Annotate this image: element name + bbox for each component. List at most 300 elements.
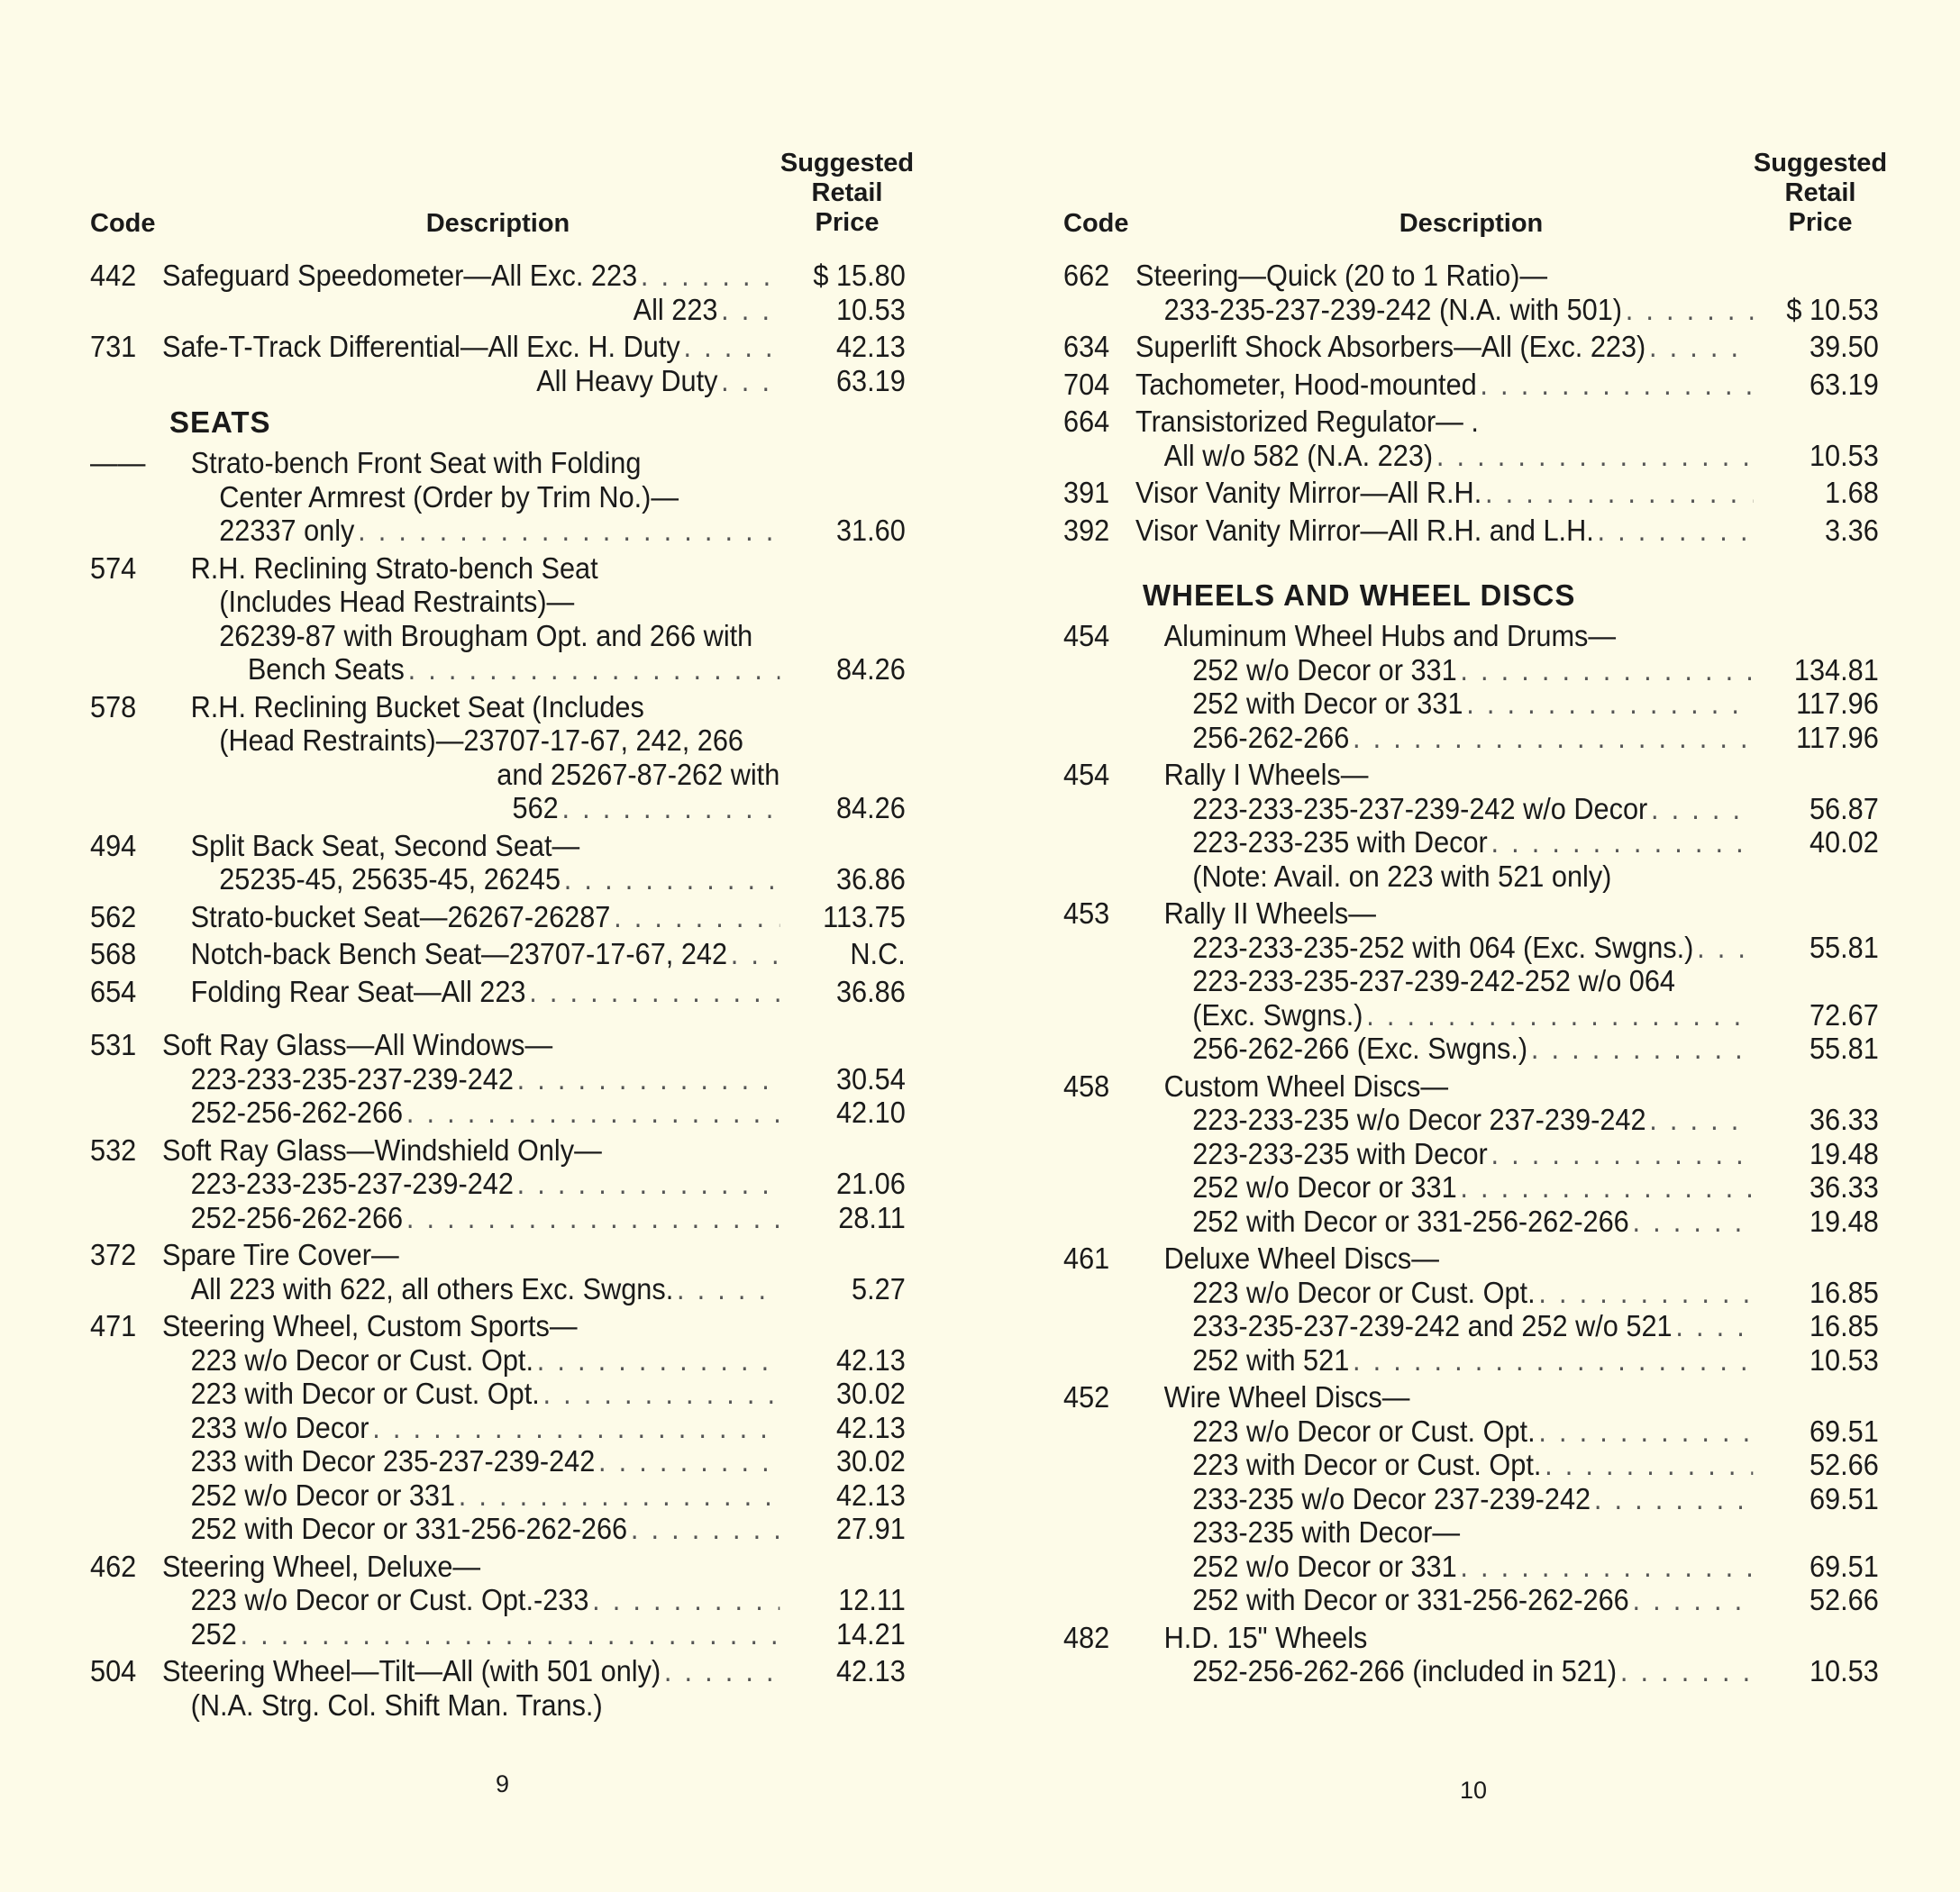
description-text: 223 w/o Decor or Cust. Opt. [1192, 1414, 1536, 1448]
table-row [90, 1096, 906, 1130]
option-price: 19.48 [1809, 1136, 1879, 1170]
description-text: Visor Vanity Mirror—All R.H. [1135, 476, 1482, 509]
option-description [162, 1411, 779, 1445]
description-text: R.H. Reclining Strato-bench Seat [190, 550, 598, 585]
dot-leader [664, 1654, 779, 1688]
option-code: 574 [90, 550, 137, 585]
description-text: Bench Seats [247, 652, 405, 686]
table-row [1063, 1448, 1879, 1482]
option-price: 42.13 [835, 1478, 906, 1512]
description-text: Steering Wheel, Deluxe— [161, 1549, 481, 1583]
description-text: Strato-bucket Seat—26267-26287 [190, 899, 611, 933]
option-price: 10.53 [1809, 1342, 1879, 1377]
description-text: 252 w/o Decor or 331 [1192, 652, 1457, 687]
dot-leader [1353, 1343, 1753, 1378]
option-description [162, 1444, 779, 1478]
option-price: 5.27 [852, 1271, 906, 1305]
table-row [90, 1583, 906, 1617]
table-row [90, 514, 906, 548]
price-column-header: Suggested Retail Price [1753, 149, 1888, 237]
table-row [90, 1478, 906, 1513]
dot-leader [631, 1512, 779, 1546]
dot-leader [1632, 1205, 1753, 1239]
option-description [1135, 619, 1753, 653]
dot-leader [543, 1377, 780, 1411]
table-row [90, 1062, 906, 1096]
option-code: 731 [90, 330, 137, 363]
table-row [1063, 1343, 1879, 1378]
table-row [1063, 998, 1879, 1032]
price-entry [90, 1309, 906, 1546]
description-text: Soft Ray Glass—All Windows— [161, 1028, 553, 1061]
description-text: 233-235 w/o Decor 237-239-242 [1192, 1481, 1591, 1515]
option-code: 578 [90, 689, 137, 723]
table-row [90, 652, 906, 687]
description-text: 223-233-235-237-239-242 w/o Decor [1192, 791, 1648, 825]
option-code: 634 [1063, 330, 1110, 363]
option-code: 452 [1063, 1380, 1110, 1414]
dot-leader [529, 975, 779, 1009]
option-code: 454 [1063, 619, 1110, 652]
price-entry [1063, 1621, 1879, 1688]
table-row [1063, 1276, 1879, 1310]
table-row [1063, 405, 1879, 439]
option-description [1135, 1515, 1753, 1550]
dot-leader [1649, 330, 1753, 364]
price-entry [90, 1654, 906, 1722]
option-code: 462 [90, 1549, 137, 1583]
option-code: 568 [90, 937, 137, 970]
option-description [1135, 368, 1753, 402]
description-text: Steering—Quick (20 to 1 Ratio)— [1135, 259, 1548, 292]
option-description [162, 1654, 779, 1688]
option-description [1135, 792, 1753, 826]
option-price: 42.13 [835, 330, 906, 363]
description-text: All w/o 582 (N.A. 223) [1163, 438, 1434, 472]
dot-leader [1436, 439, 1753, 473]
dot-leader [1491, 1137, 1754, 1171]
option-description [162, 1512, 779, 1546]
option-price: $ 10.53 [1786, 292, 1879, 326]
option-code: 453 [1063, 896, 1110, 930]
table-row [1063, 825, 1879, 860]
table-row [90, 829, 906, 863]
description-text: Deluxe Wheel Discs— [1163, 1242, 1439, 1275]
option-description [162, 791, 779, 825]
description-text: Custom Wheel Discs— [1163, 1069, 1449, 1103]
option-description [1135, 259, 1753, 293]
price-entry [90, 900, 906, 934]
table-row [90, 1377, 906, 1411]
dot-leader [1651, 792, 1753, 826]
description-text: Split Back Seat, Second Seat— [190, 828, 580, 862]
price-entry [90, 1550, 906, 1651]
table-row [1063, 1550, 1879, 1584]
option-description [1135, 1550, 1753, 1584]
table-row [90, 1201, 906, 1235]
table-row [90, 791, 906, 825]
option-description [1135, 405, 1753, 439]
description-text: Spare Tire Cover— [161, 1238, 399, 1271]
code-column-header: Code [1063, 209, 1129, 238]
description-text: Center Armrest (Order by Trim No.)— [219, 479, 679, 514]
description-text: 233-235-237-239-242 (N.A. with 501) [1163, 292, 1623, 326]
table-row [90, 551, 906, 586]
table-row [90, 293, 906, 327]
option-price: 28.11 [838, 1200, 906, 1234]
table-row [1063, 293, 1879, 327]
dot-leader [1598, 514, 1754, 548]
option-price: 16.85 [1809, 1309, 1879, 1342]
dot-leader [1460, 1170, 1753, 1205]
price-entry [90, 551, 906, 687]
description-text: Notch-back Bench Seat—23707-17-67, 242 [190, 937, 728, 970]
description-text: (Includes Head Restraints)— [219, 585, 575, 618]
option-description [162, 1062, 779, 1096]
description-text: Safe-T-Track Differential—All Exc. H. Duty [161, 330, 680, 363]
option-description [1135, 998, 1753, 1032]
dot-leader [614, 900, 779, 934]
option-price: 84.26 [835, 652, 906, 686]
option-description [162, 900, 779, 934]
option-description [1135, 1103, 1753, 1137]
option-description [1135, 931, 1753, 965]
table-row [90, 619, 906, 653]
option-description [162, 293, 779, 327]
option-description [162, 723, 779, 758]
dot-leader [1545, 1448, 1753, 1482]
option-price: 36.86 [835, 862, 906, 896]
option-description [162, 330, 779, 364]
description-text: (Exc. Swgns.) [1192, 997, 1363, 1032]
option-description [1135, 1448, 1753, 1482]
option-description [162, 551, 779, 586]
price-entry [1063, 330, 1879, 364]
option-description [1135, 293, 1753, 327]
description-text: Safeguard Speedometer—All Exc. 223 [161, 259, 638, 292]
table-row [1063, 1309, 1879, 1343]
description-text: 252 with 521 [1192, 1342, 1350, 1377]
option-description [162, 829, 779, 863]
option-price: 42.13 [835, 1654, 906, 1687]
dot-leader [1460, 1550, 1753, 1584]
option-description [1135, 1343, 1753, 1378]
option-description [1135, 758, 1753, 792]
price-entry [90, 975, 906, 1009]
description-text: Steering Wheel, Custom Sports— [161, 1309, 578, 1342]
option-description [1135, 1032, 1753, 1066]
option-price: 16.85 [1809, 1275, 1879, 1309]
table-row [90, 1550, 906, 1584]
option-description [162, 1133, 779, 1168]
table-row [1063, 653, 1879, 687]
dot-leader [517, 1062, 780, 1096]
option-code: 461 [1063, 1242, 1110, 1275]
description-text: 223-233-235 with Decor [1192, 1136, 1488, 1170]
option-description [1135, 653, 1753, 687]
option-description [1135, 476, 1753, 510]
option-description [1135, 1482, 1753, 1516]
description-text: 25235-45, 25635-45, 26245 [219, 862, 561, 896]
option-code: 392 [1063, 513, 1110, 547]
option-code: 531 [90, 1028, 137, 1061]
table-row [1063, 330, 1879, 364]
option-price: 69.51 [1809, 1414, 1879, 1448]
table-row [1063, 514, 1879, 548]
description-text: Aluminum Wheel Hubs and Drums— [1163, 619, 1617, 652]
description-text: 223 w/o Decor or Cust. Opt. [1192, 1275, 1536, 1309]
price-entry [90, 1028, 906, 1130]
description-text: Steering Wheel—Tilt—All (with 501 only) [161, 1654, 661, 1687]
dot-leader [1460, 653, 1753, 687]
price-entry [90, 690, 906, 825]
description-text: Wire Wheel Discs— [1163, 1380, 1410, 1414]
dot-leader [406, 1201, 779, 1235]
price-entry [90, 446, 906, 548]
description-text: R.H. Reclining Bucket Seat (Includes [190, 689, 644, 723]
page-number: 10 [1460, 1777, 1488, 1804]
description-text: Transistorized Regulator— . [1135, 405, 1479, 438]
option-description [162, 514, 779, 548]
table-row [1063, 1069, 1879, 1104]
dot-leader [517, 1167, 780, 1201]
table-row [90, 259, 906, 293]
price-entry [1063, 758, 1879, 893]
code-column-header: Code [90, 209, 156, 238]
column-header [90, 149, 915, 239]
option-description [162, 1617, 779, 1651]
table-row [1063, 368, 1879, 402]
price-list [90, 259, 906, 1722]
option-price: 30.02 [835, 1444, 906, 1478]
option-description [162, 1167, 779, 1201]
option-price: 42.10 [835, 1096, 906, 1129]
price-entry [1063, 1069, 1879, 1239]
option-price: 30.54 [835, 1061, 906, 1096]
table-row [90, 1028, 906, 1062]
table-row [1063, 1242, 1879, 1276]
option-description [1135, 825, 1753, 860]
description-text: All 223 [633, 292, 718, 326]
price-entry [1063, 259, 1879, 326]
option-code: 654 [90, 974, 137, 1008]
option-code: —— [90, 446, 146, 479]
table-row [1063, 476, 1879, 510]
option-code: 458 [1063, 1069, 1110, 1103]
dot-leader [1485, 476, 1753, 510]
table-row [1063, 1515, 1879, 1550]
price-entry [1063, 1242, 1879, 1377]
option-description [1135, 1380, 1753, 1414]
dot-leader [537, 1343, 780, 1378]
price-entry [90, 1238, 906, 1305]
table-row [90, 1444, 906, 1478]
option-price: 52.66 [1809, 1583, 1879, 1616]
option-description [1135, 896, 1753, 931]
description-text: 233 with Decor 235-237-239-242 [190, 1444, 596, 1478]
option-price: 117.96 [1796, 720, 1879, 754]
option-code: 482 [1063, 1620, 1110, 1654]
option-price: 10.53 [1809, 1654, 1879, 1687]
table-row [1063, 1103, 1879, 1137]
price-entry [90, 829, 906, 896]
price-entry [1063, 368, 1879, 402]
option-description [162, 862, 779, 896]
price-entry [90, 330, 906, 397]
option-price: 14.21 [835, 1616, 906, 1651]
option-price: 3.36 [1825, 513, 1879, 547]
table-row [1063, 1032, 1879, 1066]
table-row [90, 937, 906, 971]
option-description [162, 937, 779, 971]
option-description [162, 1201, 779, 1235]
option-price: 36.86 [835, 974, 906, 1008]
description-text: Superlift Shock Absorbers—All (Exc. 223) [1135, 330, 1646, 363]
option-description [1135, 687, 1753, 721]
description-text: All Heavy Duty [536, 363, 718, 397]
dot-leader [358, 514, 779, 548]
table-row [90, 723, 906, 758]
dot-leader [1697, 931, 1753, 965]
option-price: 10.53 [1809, 438, 1879, 472]
description-text: 256-262-266 [1192, 720, 1350, 754]
option-price: 36.33 [1809, 1170, 1879, 1204]
dot-leader [721, 293, 779, 327]
dot-leader [731, 937, 780, 971]
option-code: 662 [1063, 259, 1110, 292]
option-description [162, 1096, 779, 1130]
dot-leader [683, 330, 779, 364]
option-price: 10.53 [835, 292, 906, 326]
table-row [1063, 439, 1879, 473]
column-header [1063, 149, 1888, 239]
description-text: 223 with Decor or Cust. Opt. [190, 1377, 540, 1410]
table-row [1063, 1137, 1879, 1171]
option-code: 391 [1063, 476, 1110, 509]
option-description [1135, 964, 1753, 998]
description-text: (Head Restraints)—23707-17-67, 242, 266 [219, 723, 743, 757]
option-description [1135, 1276, 1753, 1310]
dot-leader [1626, 293, 1754, 327]
description-text: Strato-bench Front Seat with Folding [190, 446, 642, 479]
dot-leader [1538, 1276, 1753, 1310]
price-entry [90, 937, 906, 971]
option-description [162, 619, 779, 653]
price-entry [1063, 476, 1879, 510]
table-row [90, 1238, 906, 1272]
description-text: 252-256-262-266 [190, 1096, 404, 1129]
description-text: 252-256-262-266 (included in 521) [1192, 1654, 1618, 1687]
dot-leader [721, 364, 779, 398]
table-row [1063, 1583, 1879, 1617]
dot-leader [1466, 687, 1753, 721]
table-row [1063, 964, 1879, 998]
price-entry [1063, 514, 1879, 548]
dot-leader [1594, 1482, 1753, 1516]
table-row [90, 1309, 906, 1343]
table-row [90, 480, 906, 514]
description-text: 223-233-235 w/o Decor 237-239-242 [1192, 1103, 1646, 1136]
option-description [1135, 1170, 1753, 1205]
option-price: $ 15.80 [813, 259, 906, 292]
section-heading: WHEELS AND WHEEL DISCS [1143, 578, 1576, 612]
description-text: 22337 only [219, 514, 355, 547]
option-description [1135, 1414, 1753, 1449]
option-price: 42.13 [835, 1342, 906, 1377]
table-row [1063, 1482, 1879, 1516]
description-text: H.D. 15" Wheels [1163, 1620, 1368, 1654]
table-row [1063, 721, 1879, 755]
dot-leader [564, 862, 779, 896]
description-text: (N.A. Strg. Col. Shift Man. Trans.) [190, 1687, 603, 1722]
option-price: 52.66 [1809, 1448, 1879, 1481]
table-row [1063, 1205, 1879, 1239]
description-text: 223-233-235-237-239-242-252 w/o 064 [1192, 964, 1676, 997]
table-row [90, 446, 906, 480]
dot-leader [1675, 1309, 1753, 1343]
description-text: 252 with Decor or 331 [1192, 687, 1463, 720]
option-description [1135, 860, 1753, 894]
price-page-left [90, 149, 915, 1725]
table-row [1063, 758, 1879, 792]
option-description [1135, 1583, 1753, 1617]
price-entry [1063, 896, 1879, 1066]
description-text: 252 with Decor or 331-256-262-266 [1192, 1583, 1629, 1616]
description-text: 233 w/o Decor [190, 1410, 369, 1444]
option-price: 69.51 [1809, 1481, 1879, 1515]
price-entry [90, 259, 906, 326]
price-page-right [1063, 149, 1888, 1692]
option-price: 55.81 [1809, 1032, 1879, 1065]
option-price: 63.19 [835, 363, 906, 397]
option-description [162, 1688, 779, 1723]
dot-leader [408, 652, 780, 687]
table-row [90, 1272, 906, 1306]
dot-leader [372, 1411, 779, 1445]
price-entry [1063, 1380, 1879, 1617]
option-price: 12.11 [838, 1583, 906, 1616]
page-number: 9 [496, 1770, 510, 1797]
option-price: 69.51 [1809, 1549, 1879, 1583]
dot-leader [1366, 998, 1753, 1032]
option-description [162, 1377, 779, 1411]
dot-leader [1353, 721, 1753, 755]
description-text: Visor Vanity Mirror—All R.H. and L.H. [1135, 513, 1594, 547]
section-heading: SEATS [169, 405, 271, 439]
price-entry [1063, 405, 1879, 472]
description-text: Folding Rear Seat—All 223 [190, 974, 526, 1008]
option-description [1135, 721, 1753, 755]
option-price: 56.87 [1809, 791, 1879, 825]
option-description [162, 1478, 779, 1513]
table-row [90, 1411, 906, 1445]
option-price: 42.13 [835, 1410, 906, 1444]
table-row [90, 900, 906, 934]
description-text: and 25267-87-262 with [497, 757, 780, 791]
table-row [90, 1133, 906, 1168]
price-entry [90, 1133, 906, 1235]
option-description [162, 690, 779, 724]
price-entry [1063, 619, 1879, 754]
option-code: 372 [90, 1238, 137, 1271]
dot-leader [1649, 1103, 1753, 1137]
table-row [1063, 1380, 1879, 1414]
description-text: 223-233-235-252 with 064 (Exc. Swgns.) [1192, 930, 1694, 964]
option-price: 31.60 [835, 514, 906, 547]
description-text: 252 [190, 1616, 237, 1651]
description-text: 223-233-235 with Decor [1192, 825, 1488, 859]
dot-leader [1538, 1414, 1753, 1449]
